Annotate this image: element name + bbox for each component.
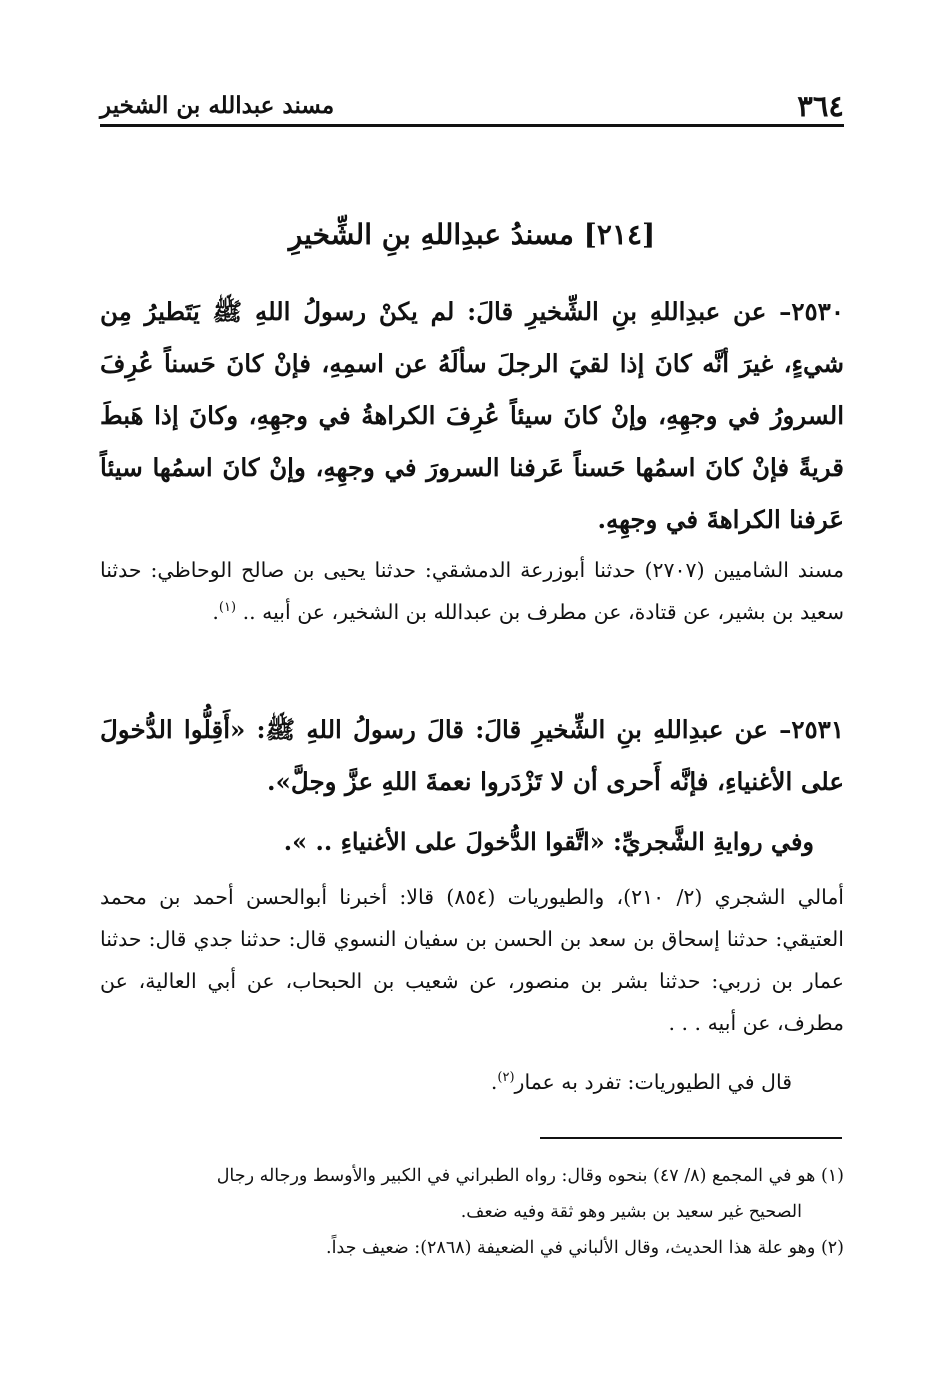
section-title: [٢١٤] مسندُ عبدِاللهِ بنِ الشِّخيرِ xyxy=(288,218,656,251)
footnote-2-line1: وهو علة هذا الحديث، وقال الألباني في الضعيفة (٢٨٦٨): ضعيف جداً. xyxy=(326,1238,816,1258)
page-header xyxy=(100,84,844,127)
note-text: قال في الطيوريات: تفرد به عمار xyxy=(514,1070,792,1094)
footnote-ref-2: (٢) xyxy=(497,1070,515,1086)
footnote-1 xyxy=(100,1160,844,1192)
source-2530-text: مسند الشاميين (٢٧٠٧) حدثنا أبوزرعة الدمشقي: حدثنا يحيى بن صالح الوحاظي: حدثنا سعيد بن بشير، عن قتادة، عن مطرف بن عبدالله بن الشخير، عن أبيه .. xyxy=(100,558,844,624)
footnote-1-line2: الصحيح غير سعيد بن بشير وهو ثقة وفيه ضعف. xyxy=(460,1202,802,1222)
hadith-2530: ٢٥٣٠– عن عبدِاللهِ بنِ الشِّخيرِ قالَ: لم يكنْ رسولُ اللهِ ﷺ يَتَطيرُ مِن شيءٍ، غيرَ أنَّه كانَ إذا لقيَ الرجلَ سألَهُ عن اسمِهِ، فإنْ كانَ حَسناً عُرِفَ السرورُ في وجهِهِ، وإنْ كانَ سيئاً عُرِفَ الكراهةُ في وجهِهِ، وكانَ إذا هَبطَ قريةً فإنْ كانَ اسمُها حَسناً عَرفنا السرورَ في وجهِهِ، وإنْ كانَ اسمُها سيئاً عَرفنا الكراهةَ في وجهِهِ. xyxy=(100,297,844,534)
footnote-1-continuation xyxy=(100,1196,844,1228)
footnote-ref-1: (١) xyxy=(218,600,237,616)
footnotes xyxy=(100,1160,844,1268)
page-number: ٣٦٤ xyxy=(797,89,844,123)
footnote-2 xyxy=(100,1232,844,1264)
footnote-separator xyxy=(540,1137,842,1139)
footnote-1-line1: هو في المجمع (٨/ ٤٧) بنحوه وقال: رواه الطبراني في الكبير والأوسط ورجاله رجال xyxy=(216,1166,816,1186)
hadith-2531: ٢٥٣١– عن عبدِاللهِ بنِ الشِّخيرِ قالَ: قالَ رسولُ اللهِ ﷺ: «أَقِلُّوا الدُّخولَ على الأغنياءِ، فإنَّه أَحرى أن لا تَزْدَروا نعمةَ اللهِ عزَّ وجلَّ». xyxy=(100,715,844,796)
footnote-2-marker: (٢) xyxy=(820,1238,844,1258)
footnote-1-marker: (١) xyxy=(820,1166,844,1186)
source-2531-note: قال في الطيوريات: تفرد به عمار$^{(٢)}$. xyxy=(490,1070,792,1094)
running-title: مسند عبدالله بن الشخير xyxy=(100,92,335,119)
source-2531: أمالي الشجري (٢/ ٢١٠)، والطيوريات (٨٥٤) قالا: أخبرنا أبوالحسن أحمد بن محمد العتيقي: حدثنا إسحاق بن سعد بن الحسن بن سفيان النسوي قال: حدثنا جدي قال: حدثنا عمار بن زربي: حدثنا بشر بن منصور، عن شعيب بن الحبحاب، عن أبي العالية، عن مطرف، عن أبيه . . . xyxy=(100,885,845,1035)
hadith-2531-variant: وفي روايةِ الشَّجريِّ: «اتَّقوا الدُّخولَ على الأغنياءِ .. ». xyxy=(283,827,814,856)
source-2530: مسند الشاميين (٢٧٠٧) حدثنا أبوزرعة الدمشقي: حدثنا يحيى بن صالح الوحاظي: حدثنا سعيد بن بشير، عن قتادة، عن مطرف بن عبدالله بن الشخير، عن أبيه .. $^{(١)}$. xyxy=(100,558,844,624)
